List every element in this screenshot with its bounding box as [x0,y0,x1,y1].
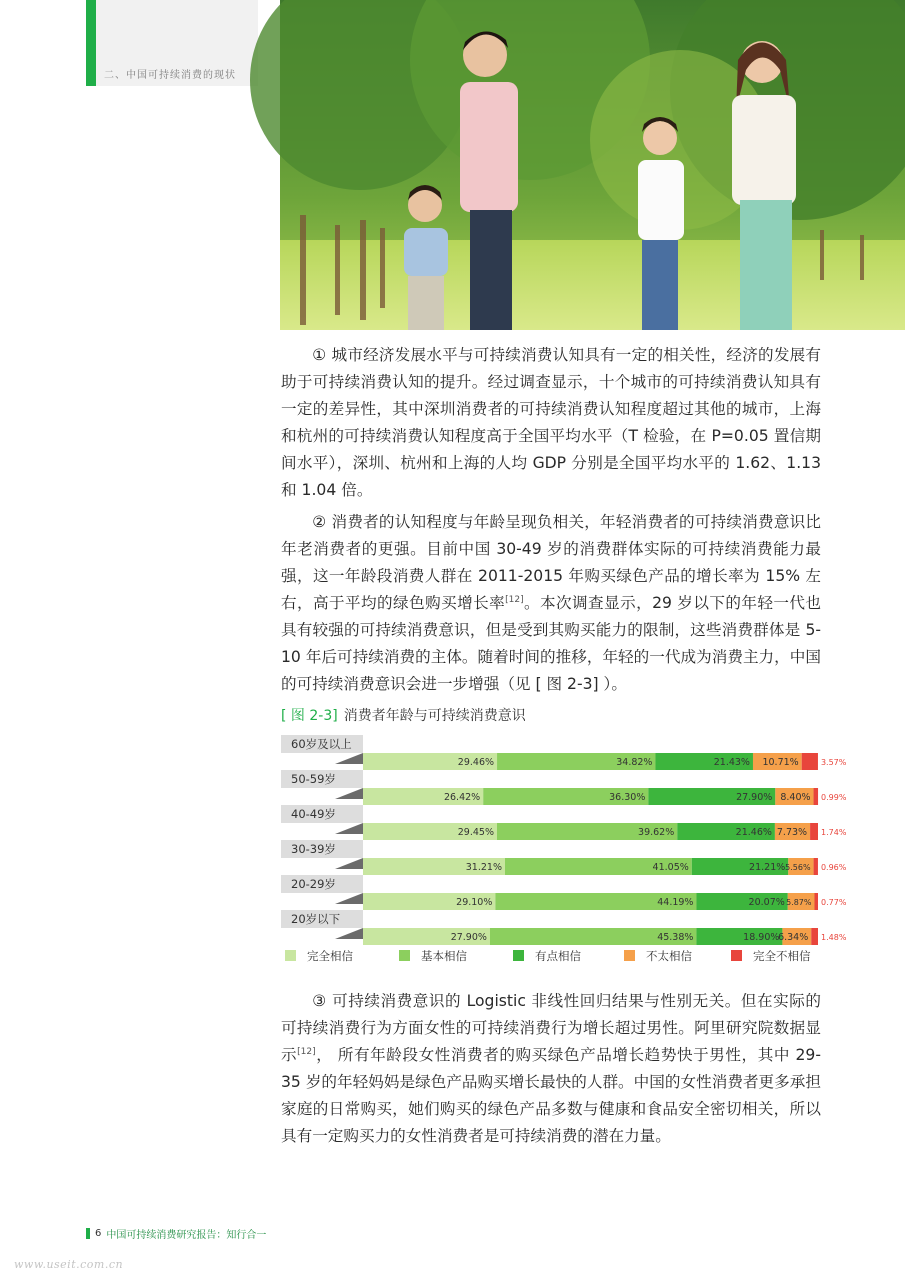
legend-swatch [624,950,635,961]
figure-number: [ 图 2-3] [281,708,338,724]
bar-data-label: 6.34% [778,932,809,943]
category-label: 30-39岁 [291,842,336,856]
bar-segment [810,823,818,840]
bar-data-label: 3.57% [820,758,847,767]
bar-data-label: 29.45% [457,827,494,838]
paragraph-2-text-b: 。本次调查显示，29 岁以下的年轻一代也具有较强的可持续消费意识，但是受到其购买能力的限制，这些消费群体是 5-10 年后可持续消费的主体。随着时间的推移，年轻的一代成为消费主力，中国的可持续消费意识会进一步增强（见 [ 图 2-3] ）。 [281,594,821,693]
paragraph-3-text-b: ， 所有年龄段女性消费者的购买绿色产品增长趋势快于男性，其中 29-35 岁的年轻妈妈是绿色产品购买增长最快的人群。中国的女性消费者更多承担家庭的日常购买，她们购买的绿色产品多数与健康和食品安全密切相关，所以具有一定购买力的女性消费者是可持续消费的潜在力量。 [281,1046,821,1145]
bar-data-label: 0.99% [821,793,847,802]
legend-label: 基本相信 [421,949,467,963]
bar-data-label: 21.43% [713,757,750,768]
section-tab [86,0,258,86]
category-tab-icon [335,823,363,834]
age-awareness-chart [281,732,847,977]
bar-data-label: 20.07% [748,897,785,908]
bar-data-label: 0.96% [820,863,847,872]
bar-data-label: 26.42% [443,792,481,803]
bar-data-label: 5.87% [786,898,812,907]
bar-data-label: 27.90% [736,792,773,803]
bar-data-label: 36.30% [609,792,646,803]
bar-segment [802,753,818,770]
family-photo [280,0,905,330]
footer-accent-bar [86,1228,90,1239]
bar-segment [814,858,818,875]
bar-data-label: 31.21% [465,862,503,873]
page-number: 6 [95,1228,102,1239]
bar-data-label: 7.73% [776,827,808,838]
figure-caption [281,705,526,725]
footer-title: 中国可持续消费研究报告：知行合一 [106,1230,267,1241]
bar-data-label: 34.82% [616,757,653,768]
category-label: 20-29岁 [291,877,336,891]
page-footer [86,1226,266,1241]
legend-swatch [285,950,296,961]
legend-label: 完全不相信 [753,949,811,963]
figure-title: 消费者年龄与可持续消费意识 [343,708,526,724]
category-label: 40-49岁 [291,807,336,821]
paragraph-3-text-a: ③ 可持续消费意识的 Logistic 非线性回归结果与性别无关。但在实际的可持续消费行为方面女性的可持续消费行为增长超过男性。阿里研究院数据显示 [281,992,821,1064]
bar-data-label: 5.56% [785,863,811,872]
bar-data-label: 27.90% [450,932,487,943]
bar-data-label: 29.10% [456,897,493,908]
category-label: 60岁及以上 [291,737,352,751]
bar-data-label: 1.48% [821,933,847,942]
bar-segment [814,788,819,805]
bar-data-label: 1.74% [821,828,847,837]
legend-label: 不太相信 [646,949,692,963]
bar-data-label: 29.46% [457,757,495,768]
category-tab-icon [335,788,363,799]
bar-data-label: 21.21% [749,862,786,873]
legend-swatch [731,950,742,961]
bar-segment [811,928,818,945]
bar-data-label: 0.77% [821,898,847,907]
category-tab-icon [335,753,363,764]
citation-ref: [12] [297,1046,316,1057]
paragraph-2-text-a: ② 消费者的认知程度与年龄呈现负相关，年轻消费者的可持续消费意识比年老消费者的更强。目前中国 30-49 岁的消费群体实际的可持续消费能力最强，这一年龄段消费人群在 2011-2015 年购买绿色产品的增长率为 15% 左右，高于平均的绿色购买增长率 [281,513,821,612]
paragraph-1: ① 城市经济发展水平与可持续消费认知具有一定的相关性，经济的发展有助于可持续消费认知的提升。经过调查显示，十个城市的可持续消费认知具有一定的差异性，其中深圳消费者的可持续消费认知程度超过其他的城市，上海和杭州的可持续消费认知程度高于全国平均水平（T 检验，在 P=0.05 置信期间水平），深圳、杭州和上海的人均 GDP 分别是全国平均水平的 1.62、1.13 和 1.04 倍。 [281,346,821,499]
bar-data-label: 21.46% [735,827,772,838]
paragraph-2 [281,509,821,698]
bar-data-label: 10.71% [762,757,799,768]
bar-data-label: 39.62% [638,827,675,838]
bar-data-label: 44.19% [657,897,694,908]
legend-swatch [513,950,524,961]
section-label: 二、中国可持续消费的现状 [104,70,236,81]
category-tab-icon [335,893,363,904]
category-label: 50-59岁 [291,772,336,786]
bar-data-label: 41.05% [652,862,689,873]
watermark: www.useit.com.cn [14,1258,124,1271]
legend-label: 有点相信 [535,949,581,963]
legend-label: 完全相信 [307,949,353,963]
citation-ref: [12] [505,594,524,605]
bar-data-label: 45.38% [657,932,694,943]
section-accent-bar [86,0,96,86]
legend-swatch [399,950,410,961]
category-tab-icon [335,928,363,939]
paragraph-3 [281,988,821,1150]
bar-data-label: 18.90% [743,932,780,943]
bar-data-label: 8.40% [780,792,811,803]
bar-segment [814,893,818,910]
category-label: 20岁以下 [291,912,341,926]
category-tab-icon [335,858,363,869]
